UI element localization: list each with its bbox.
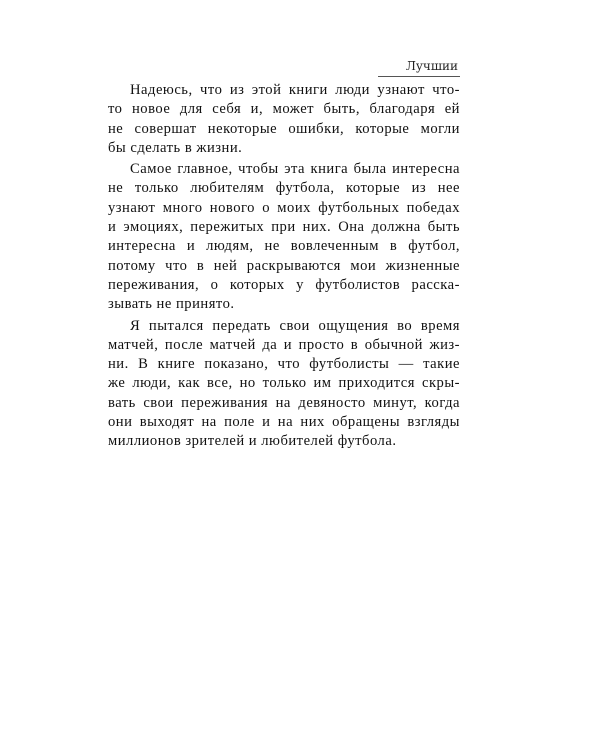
paragraph-line: они выходят на поле и на них обращены взгляды bbox=[108, 414, 460, 431]
paragraph-line: и эмоциях, пережитых при них. Она должна быть bbox=[108, 219, 460, 236]
paragraph-line: же люди, как все, но только им приходится скры- bbox=[108, 375, 460, 392]
paragraph-line: интересна и людям, не вовлеченным в футбол, bbox=[108, 238, 460, 255]
paragraph-line: узнают много нового о моих футбольных победах bbox=[108, 199, 460, 216]
body-text bbox=[108, 81, 460, 452]
paragraph-line: переживания, о которых у футболистов расска- bbox=[108, 276, 460, 293]
paragraph-line: зывать не принято. bbox=[108, 296, 235, 313]
paragraph-line: матчей, после матчей да и просто в обычной жиз- bbox=[108, 336, 460, 353]
paragraph-line: Надеюсь, что из этой книги люди узнают что- bbox=[130, 82, 460, 98]
paragraph-line: бы сделать в жизни. bbox=[108, 139, 243, 156]
paragraph-3 bbox=[108, 317, 460, 452]
running-header-title: Лучшии bbox=[405, 59, 458, 73]
running-header bbox=[378, 60, 460, 77]
paragraph-line: ни. В книге показано, что футболисты — такие bbox=[108, 356, 460, 373]
paragraph-line: не только любителям футбола, которые из нее bbox=[108, 180, 460, 197]
paragraph-line: Самое главное, чтобы эта книга была интересна bbox=[130, 161, 460, 178]
paragraph-1 bbox=[108, 81, 460, 158]
paragraph-2 bbox=[108, 160, 460, 314]
paragraph-line: Я пытался передать свои ощущения во время bbox=[130, 317, 460, 334]
paragraph-line: то новое для себя и, может быть, благодаря ей bbox=[108, 101, 460, 118]
paragraph-line: потому что в ней раскрываются мои жизненные bbox=[108, 257, 460, 274]
paragraph-line: вать свои переживания на девяносто минут, когда bbox=[108, 394, 460, 411]
paragraph-line: не совершат некоторые ошибки, которые могли bbox=[108, 120, 460, 137]
paragraph-line: миллионов зрителей и любителей футбола. bbox=[108, 433, 397, 450]
